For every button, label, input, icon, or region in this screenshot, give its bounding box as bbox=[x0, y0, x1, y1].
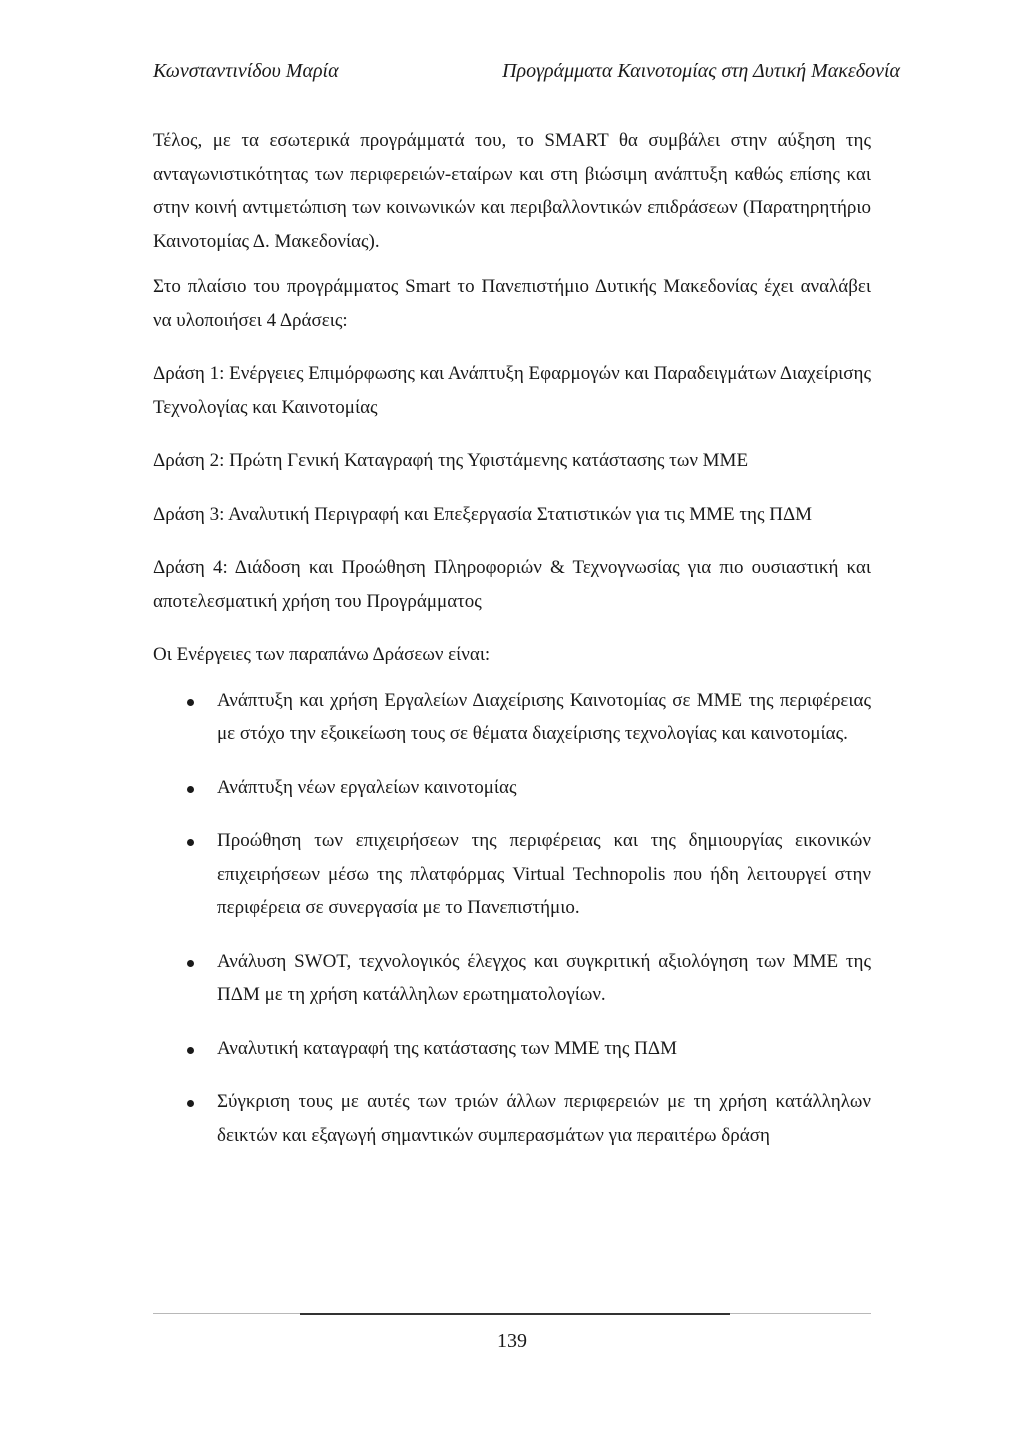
header-title: Προγράμματα Καινοτομίας στη Δυτική Μακεδονία bbox=[502, 60, 900, 82]
action-1: Δράση 1: Ενέργειες Επιμόρφωσης και Ανάπτυξη Εφαρμογών και Παραδειγμάτων Διαχείρισης Τεχνολογίας και Καινοτομίας bbox=[153, 363, 871, 418]
list-intro: Οι Ενέργειες των παραπάνω Δράσεων είναι: bbox=[153, 644, 491, 665]
bullet-icon bbox=[187, 1047, 194, 1054]
list-item bbox=[153, 824, 871, 925]
paragraph-smart-conclusion: Τέλος, με τα εσωτερικά προγράμματά του, το SMART θα συμβάλει στην αύξηση της ανταγωνιστικότητας των περιφερειών-εταίρων και στη βιώσιμη ανάπτυξη καθώς επίσης και στην κοινή αντιμετώπιση των κοινωνικών και περιβαλλοντικών επιδράσεων (Παρατηρητήριο Καινοτομίας Δ. Μακεδονίας). bbox=[153, 130, 871, 252]
action-2: Δράση 2: Πρώτη Γενική Καταγραφή της Υφιστάμενης κατάστασης των ΜΜΕ bbox=[153, 450, 749, 471]
list-item-text: Ανάπτυξη νέων εργαλείων καινοτομίας bbox=[217, 776, 517, 798]
footer-divider-accent bbox=[300, 1313, 730, 1315]
list-item-text: Αναλυτική καταγραφή της κατάστασης των ΜΜΕ της ΠΔΜ bbox=[217, 1037, 677, 1059]
list-item bbox=[153, 771, 871, 805]
running-header bbox=[153, 60, 900, 90]
paragraph-university-actions: Στο πλαίσιο του προγράμματος Smart το Πανεπιστήμιο Δυτικής Μακεδονίας έχει αναλάβει να υλοποιήσει 4 Δράσεις: bbox=[153, 276, 871, 331]
list-item-text: Προώθηση των επιχειρήσεων της περιφέρειας και της δημιουργίας εικονικών επιχειρήσεων μέσω της πλατφόρμας Virtual Technopolis που ήδη λειτουργεί στην περιφέρεια σε συνεργασία με το Πανεπιστήμιο. bbox=[217, 830, 871, 918]
list-item bbox=[153, 945, 871, 1012]
page-number: 139 bbox=[497, 1330, 527, 1352]
bullet-icon bbox=[187, 1100, 194, 1107]
activities-list bbox=[153, 684, 871, 1153]
page-body bbox=[153, 124, 871, 1172]
bullet-icon bbox=[187, 960, 194, 967]
bullet-icon bbox=[187, 699, 194, 706]
list-item bbox=[153, 1085, 871, 1152]
bullet-icon bbox=[187, 839, 194, 846]
bullet-icon bbox=[187, 786, 194, 793]
list-item bbox=[153, 684, 871, 751]
action-4: Δράση 4: Διάδοση και Προώθηση Πληροφοριών & Τεχνογνωσίας για πιο ουσιαστική και αποτελεσματική χρήση του Προγράμματος bbox=[153, 557, 871, 612]
list-item bbox=[153, 1032, 871, 1066]
list-item-text: Ανάλυση SWOT, τεχνολογικός έλεγχος και συγκριτική αξιολόγηση των ΜΜΕ της ΠΔΜ με τη χρήση κατάλληλων ερωτηματολογίων. bbox=[217, 950, 871, 1005]
list-item-text: Ανάπτυξη και χρήση Εργαλείων Διαχείρισης Καινοτομίας σε ΜΜΕ της περιφέρειας με στόχο την εξοικείωση τους σε θέματα διαχείρισης τεχνολογίας και καινοτομίας. bbox=[217, 689, 871, 744]
list-item-text: Σύγκριση τους με αυτές των τριών άλλων περιφερειών με τη χρήση κατάλληλων δεικτών και εξαγωγή σημαντικών συμπερασμάτων για περαιτέρω δράση bbox=[217, 1091, 871, 1146]
action-3: Δράση 3: Αναλυτική Περιγραφή και Επεξεργασία Στατιστικών για τις ΜΜΕ της ΠΔΜ bbox=[153, 503, 813, 525]
header-author: Κωνσταντινίδου Μαρία bbox=[153, 60, 339, 82]
